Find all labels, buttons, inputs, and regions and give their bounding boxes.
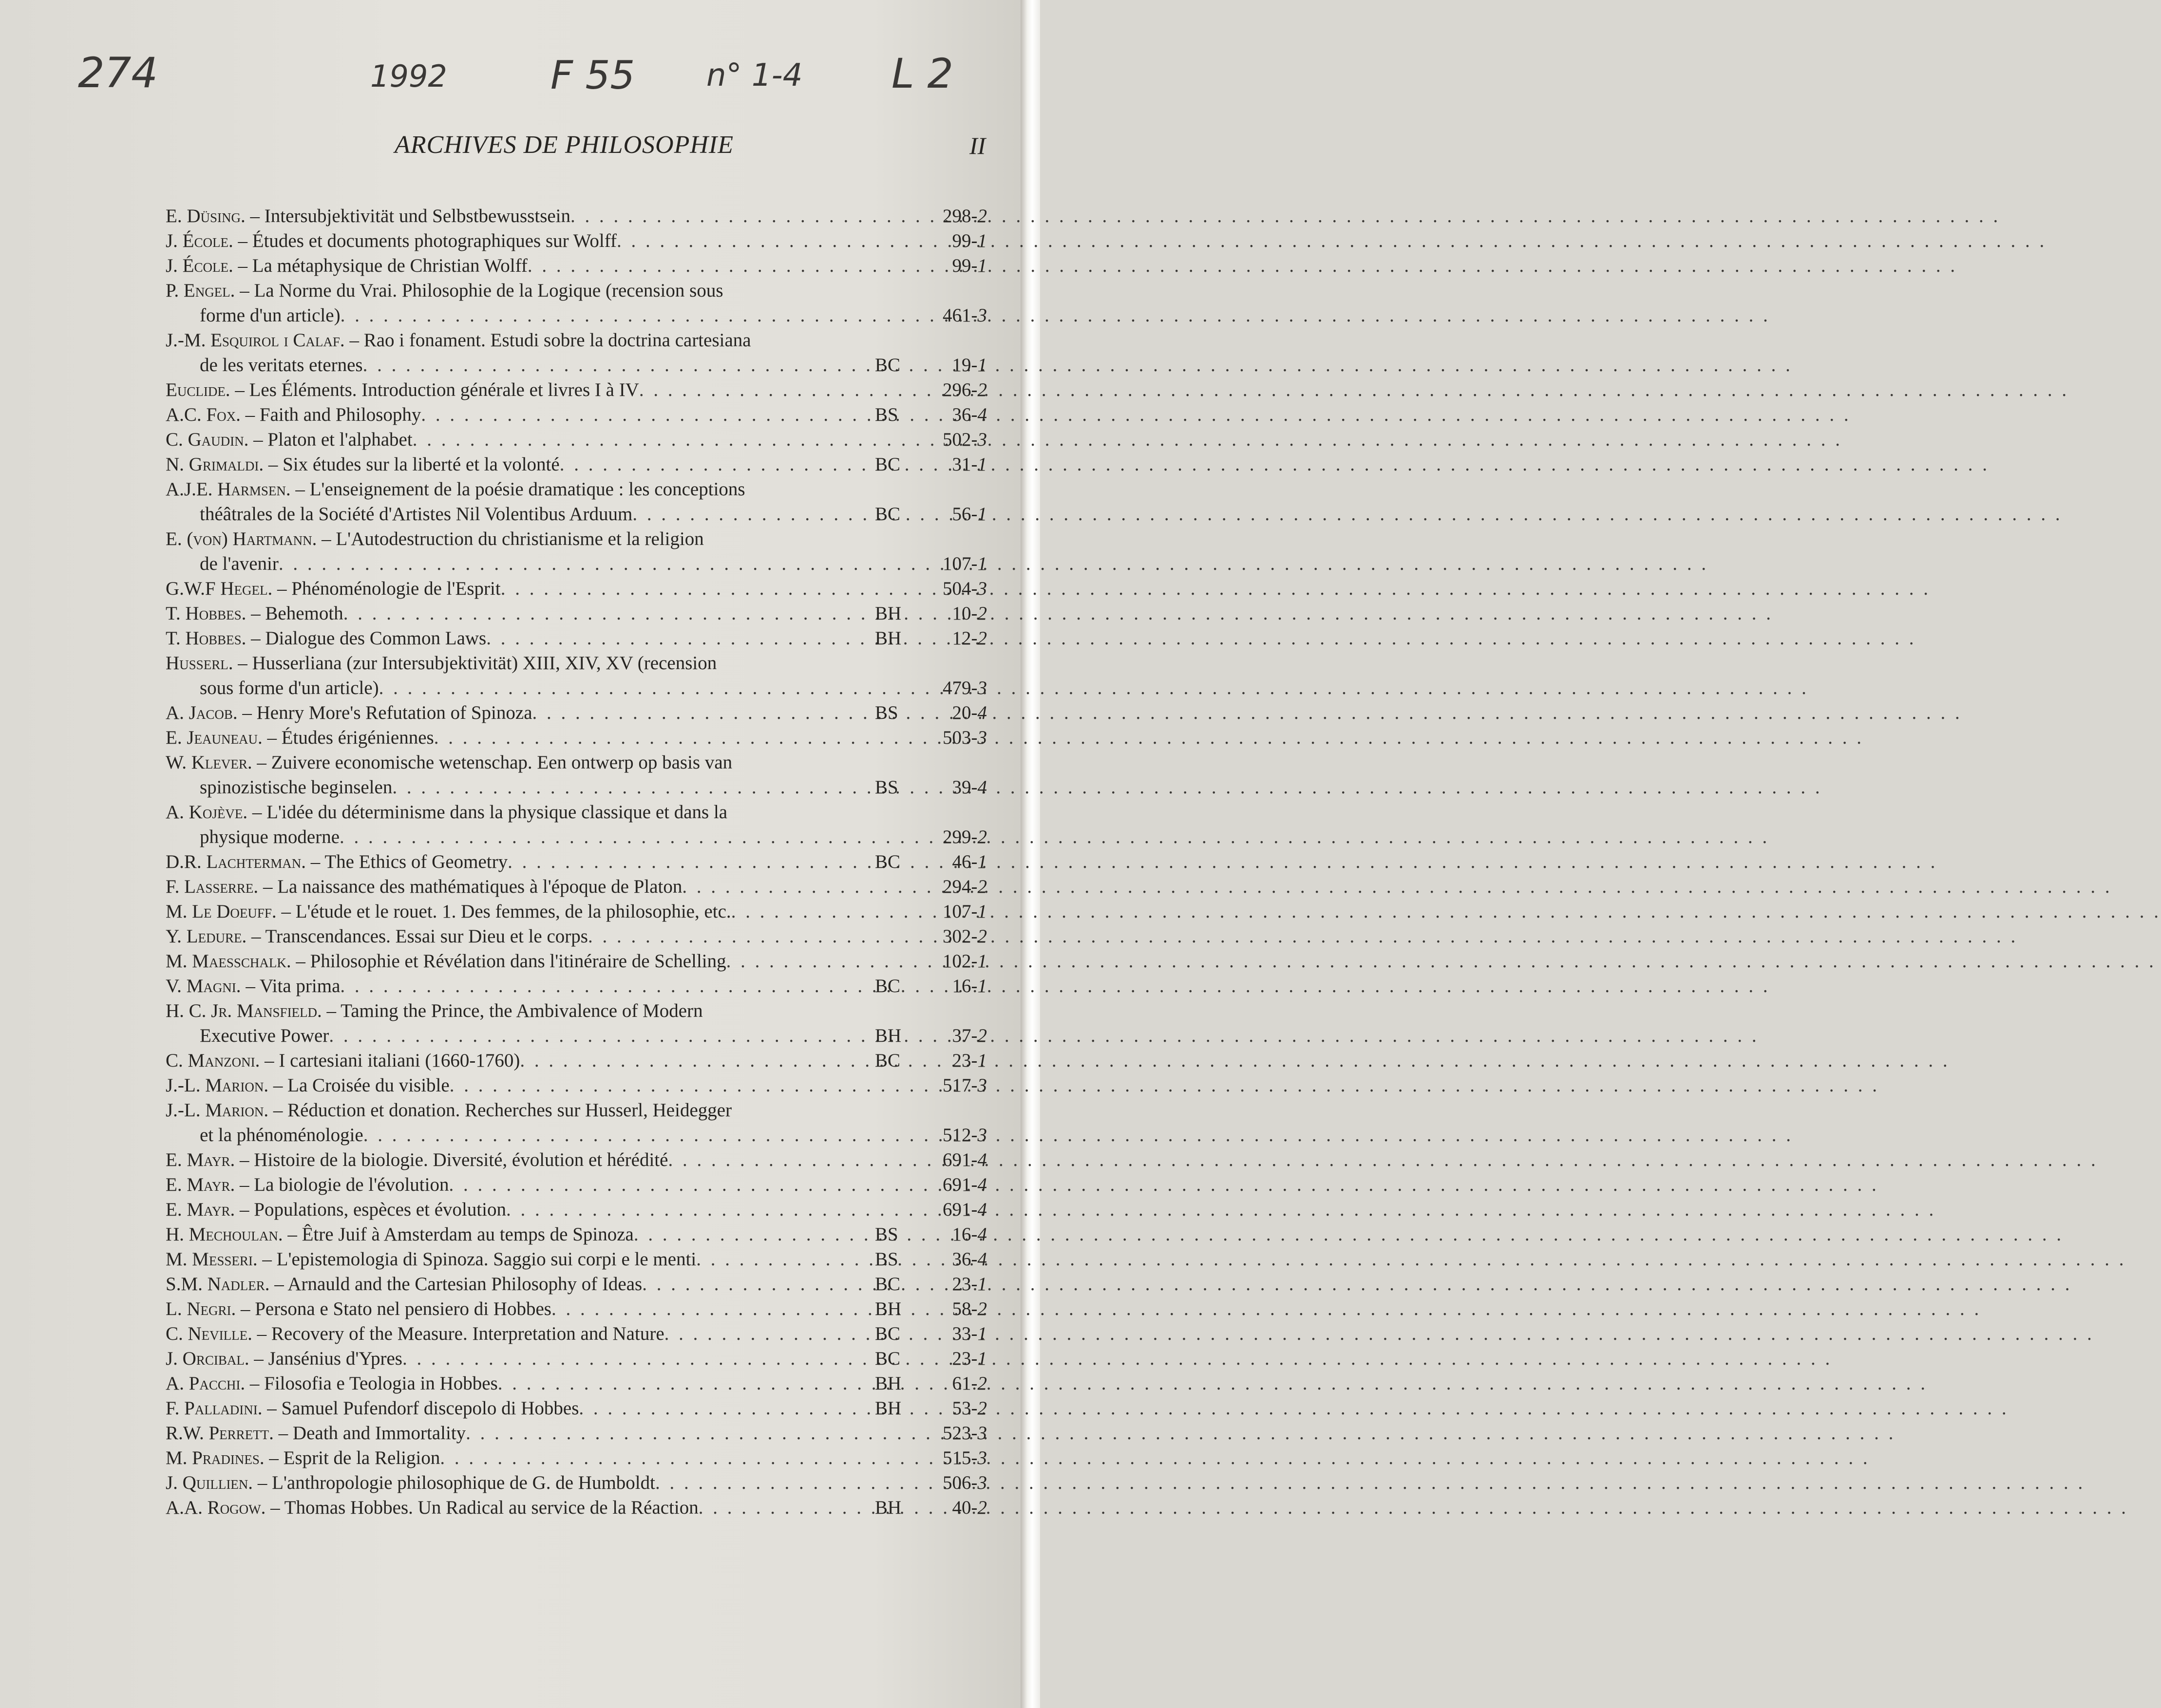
entry-page: 46-1 [952,851,987,872]
index-entry: M. Le Doeuff. – L'étude et le rouet. 1. Des femmes, de la philosophie, etc. . . . 107-1 [166,899,994,924]
entry-code: BS [875,1249,898,1270]
handwritten-location: L 2 [891,50,953,97]
entry-author: Euclide. [166,379,230,400]
index-entry: R.W. Perrett. – Death and Immortality . . . 523-3 [166,1421,994,1445]
entry-code: BC [875,504,901,525]
entry-page: 39-4 [952,777,987,798]
leader-dots [588,924,2018,949]
entry-title: Recovery of the Measure. Interpretation and Nature [271,1323,664,1344]
index-entry: E. Mayr. – La biologie de l'évolution . . . 691-4 [166,1172,994,1197]
entry-code: BH [875,628,902,649]
index-entry: E. Düsing. – Intersubjektivität und Selbstbewusstsein . . . 298-2 [166,204,994,228]
entry-title: Histoire de la biologie. Diversité, évolution et hérédité [254,1149,668,1170]
entry-code: BC [875,851,901,872]
entry-title: Death and Immortality [292,1423,466,1444]
entry-code: BC [875,1050,901,1071]
leader-dots [668,1147,2098,1172]
entry-author: J. École. [166,230,233,251]
entry-page: 302-2 [943,926,987,947]
entry-title: spinozistische beginselen [200,777,393,798]
entry-title: Rao i fonament. Estudi sobre la doctrina cartesiana [363,330,751,351]
entry-title: Phénoménologie de l'Esprit [291,578,501,599]
entry-page: 33-1 [952,1323,987,1344]
entry-title: La métaphysique de Christian Wolff [252,255,528,276]
entry-page: 502-3 [943,429,987,450]
entry-title: La naissance des mathématiques à l'époque de Platon [277,876,682,897]
index-entry: G.W.F Hegel. – Phénoménologie de l'Esprit . . . 504-3 [166,576,994,601]
entry-title: sous forme d'un article) [200,677,379,698]
entry-page: 296-2 [943,379,987,400]
entry-author: E. Mayr. [166,1199,235,1220]
entry-page: 12-2 [952,628,987,649]
entry-author: W. Klever. [166,752,252,773]
entry-page: 31-1 [952,454,987,475]
entry-title: I cartesiani italiani (1660-1760) [279,1050,520,1071]
entry-title: théâtrales de la Société d'Artistes Nil Volentibus Arduum [200,504,633,525]
handwritten-ref: 274 [78,49,158,97]
leader-dots [486,626,1916,651]
entry-title: Filosofia e Teologia in Hobbes [264,1373,498,1394]
index-entry: W. Klever. – Zuivere economische wetenschap. Een ontwerp op basis van spinozistische beginselen . . . BS 39-4 [166,750,994,800]
entry-author: J.-L. Marion. [166,1075,269,1096]
entry-title: Être Juif à Amsterdam au temps de Spinoza [302,1224,634,1245]
leader-dots [551,1296,1981,1321]
entry-code: BH [875,1025,902,1046]
index-entry: J.-L. Marion. – Réduction et donation. Recherches sur Husserl, Heidegger et la phénoménologie . . . 512-3 [166,1098,994,1147]
entry-page: 23-1 [952,1348,987,1369]
leader-dots [508,849,1937,874]
entry-title: L'étude et le rouet. 1. Des femmes, de la philosophie, etc. [295,901,731,922]
index-entry: J. Quillien. – L'anthropologie philosophique de G. de Humboldt . . . 506-3 [166,1470,994,1495]
entry-author: M. Maesschalk. [166,951,291,972]
entry-title: Jansénius d'Ypres [268,1348,402,1369]
entry-page: 503-3 [943,727,987,748]
index-entry: J. Orcibal. – Jansénius d'Ypres . . . BC 23-1 [166,1346,994,1371]
index-entry: N. Grimaldi. – Six études sur la liberté et la volonté . . . BC 31-1 [166,452,994,477]
entry-title: La Croisée du visible [287,1075,450,1096]
index-entry: A. Pacchi. – Filosofia e Teologia in Hobbes . . . BH 61-2 [166,1371,994,1396]
index-entry: H. Mechoulan. – Être Juif à Amsterdam au temps de Spinoza . . . BS 16-4 [166,1222,994,1247]
entry-author: E. (von) Hartmann. [166,528,317,549]
handwritten-year: 1992 [370,58,447,94]
entry-title: L'Autodestruction du christianisme et la religion [336,528,704,549]
entry-page: 479-3 [943,677,987,698]
index-entry: D.R. Lachterman. – The Ethics of Geometry . . . BC 46-1 [166,849,994,874]
entry-title: Transcendances. Essai sur Dieu et le corps [265,926,588,947]
index-entry: H. C. Jr. Mansfield. – Taming the Prince, the Ambivalence of Modern Executive Power . . . BH 37-2 [166,998,994,1048]
leader-dots [498,1371,1928,1396]
entry-page: 19-1 [952,355,987,375]
leader-dots [501,576,1931,601]
entry-title: physique moderne [200,826,340,847]
entry-page: 517-3 [943,1075,987,1096]
leader-dots [632,502,2062,526]
leader-dots [560,452,1990,477]
entry-title: Vita prima [259,976,341,996]
entry-author: Y. Ledure. [166,926,247,947]
index-entry: J. École. – Études et documents photographiques sur Wolff . . . 99-1 [166,228,994,253]
leader-dots [634,1222,2064,1247]
entry-author: R.W. Perrett. [166,1423,274,1444]
entry-author: M. Le Doeuff. [166,901,277,922]
entry-title: Arnauld and the Cartesian Philosophy of Ideas [287,1274,643,1295]
entry-author: V. Magni. [166,976,241,996]
entry-title: L'idée du déterminisme dans la physique classique et dans la [266,802,728,823]
entry-page: 10-2 [952,603,987,624]
handwritten-annotations [73,44,999,107]
index-entry: E. Mayr. – Populations, espèces et évolution . . . 691-4 [166,1197,994,1222]
entry-author: A.C. Fox. [166,404,241,425]
entry-code: BH [875,1497,902,1518]
entry-author: A.A. Rogow. [166,1497,266,1518]
index-entry: F. Palladini. – Samuel Pufendorf discepolo di Hobbes . . . BH 53-2 [166,1396,994,1421]
entry-author: E. Mayr. [166,1174,235,1195]
entry-author: L. Negri. [166,1298,236,1319]
entry-title: Platon et l'alphabet [267,429,413,450]
leader-dots [655,1470,2085,1495]
index-entry: A.C. Fox. – Faith and Philosophy . . . BS 36-4 [166,402,994,427]
leader-dots [532,700,1962,725]
leader-dots [506,1197,1936,1222]
entry-title: Populations, espèces et évolution [254,1199,507,1220]
leader-dots [528,253,1957,278]
entry-page: 99-1 [952,255,987,276]
entry-title: L'enseignement de la poésie dramatique : les conceptions [309,479,745,500]
index-entry: Y. Ledure. – Transcendances. Essai sur Dieu et le corps . . . 302-2 [166,924,994,949]
entry-page: 16-4 [952,1224,987,1245]
leader-dots [279,551,1708,576]
leader-dots [434,725,1864,750]
entry-author: F. Palladini. [166,1398,263,1419]
leader-dots [617,228,2047,253]
leader-dots [639,377,2069,402]
index-entry: P. Engel. – La Norme du Vrai. Philosophie de la Logique (recension sous forme d'un article) . . . 461-3 [166,278,994,328]
index-entry: L. Negri. – Persona e Stato nel pensiero di Hobbes . . . BH 58-2 [166,1296,994,1321]
entry-code: BS [875,777,898,798]
entry-title: Études érigéniennes [281,727,434,748]
index-entry: A. Kojève. – L'idée du déterminisme dans la physique classique et dans la physique moderne . . . 299-2 [166,800,994,849]
entry-page: 58-2 [952,1298,987,1319]
leader-dots [682,874,2112,899]
index-entry: M. Maesschalk. – Philosophie et Révélation dans l'itinéraire de Schelling . . . 102-1 [166,949,994,974]
entry-author: J. Orcibal. [166,1348,249,1369]
leader-dots [579,1396,2009,1421]
entry-page: 298-2 [943,206,987,226]
index-entry: V. Magni. – Vita prima . . . BC 16-1 [166,974,994,998]
entry-code: BH [875,1373,902,1394]
entry-title: L'epistemologia di Spinoza. Saggio sui corpi e le menti [276,1249,697,1270]
leader-dots [379,676,1809,700]
entry-author: S.M. Nadler. [166,1274,270,1295]
entry-title: Thomas Hobbes. Un Radical au service de la Réaction [284,1497,699,1518]
index-entry: E. Mayr. – Histoire de la biologie. Diversité, évolution et hérédité . . . 691-4 [166,1147,994,1172]
index-entry: F. Lasserre. – La naissance des mathématiques à l'époque de Platon . . . 294-2 [166,874,994,899]
entry-page: 294-2 [943,876,987,897]
leader-dots [363,1123,1793,1147]
entry-page: 16-1 [952,976,987,996]
entry-code: BC [875,454,901,475]
leader-dots [449,1172,1878,1197]
index-entry: M. Pradines. – Esprit de la Religion . . . 515-3 [166,1445,994,1470]
leader-dots [392,775,1822,800]
entry-page: 691-4 [943,1174,987,1195]
entry-page: 107-1 [943,553,987,574]
entry-page: 512-3 [943,1125,987,1145]
entry-author: P. Engel. [166,280,235,301]
handwritten-mark: F 55 [550,53,635,98]
entry-title: Faith and Philosophy [259,404,421,425]
entry-author: C. Manzoni. [166,1050,260,1071]
entry-author: Husserl. [166,653,233,674]
entry-page: 504-3 [943,578,987,599]
entry-page: 691-4 [943,1199,987,1220]
entry-title: Henry More's Refutation of Spinoza [256,702,532,723]
index-entry: S.M. Nadler. – Arnauld and the Cartesian Philosophy of Ideas . . . BC 23-1 [166,1272,994,1296]
index-entry: C. Gaudin. – Platon et l'alphabet . . . 502-3 [166,427,994,452]
entry-title: Esprit de la Religion [283,1447,440,1468]
entry-page: 53-2 [952,1398,987,1419]
entry-title: Les Éléments. Introduction générale et livres I à IV [249,379,639,400]
leader-dots [363,353,1793,377]
entry-page: 36-4 [952,404,987,425]
leader-dots [413,427,1842,452]
entry-author: T. Hobbes. [166,603,246,624]
entry-title: Husserliana (zur Intersubjektivität) XIII, XIV, XV (recension [252,653,717,674]
entry-author: M. Pradines. [166,1447,265,1468]
entry-title: Persona e Stato nel pensiero di Hobbes [255,1298,551,1319]
index-entry: E. (von) Hartmann. – L'Autodestruction du christianisme et la religion de l'avenir . . . 107-1 [166,526,994,576]
entry-title: La Norme du Vrai. Philosophie de la Logique (recension sous [254,280,723,301]
leader-dots [343,601,1773,626]
leader-dots [341,303,1770,328]
entry-page: 299-2 [943,826,987,847]
entry-code: BS [875,404,898,425]
index-entry: A.J.E. Harmsen. – L'enseignement de la poésie dramatique : les conceptions théâtrales de la Société d'Artistes Nil Volentibus Arduum . . . BC 56-1 [166,477,994,526]
entry-code: BC [875,1348,901,1369]
entry-title: La biologie de l'évolution [254,1174,449,1195]
entry-author: J.-L. Marion. [166,1100,269,1121]
leader-dots [520,1048,1950,1073]
leader-dots [450,1073,1879,1098]
entry-author: H. Mechoulan. [166,1224,283,1245]
entry-author: T. Hobbes. [166,628,246,649]
entry-author: J. Quillien. [166,1472,253,1493]
entry-author: C. Neville. [166,1323,252,1344]
leader-dots [570,204,2000,228]
index-entry: C. Manzoni. – I cartesiani italiani (1660-1760) . . . BC 23-1 [166,1048,994,1073]
entry-author: J.-M. Esquirol i Calaf. [166,330,345,351]
entry-title: Taming the Prince, the Ambivalence of Modern [341,1000,703,1021]
entry-page: 461-3 [943,305,987,326]
entry-page: 99-1 [952,230,987,251]
entry-page: 691-4 [943,1149,987,1170]
entry-title: The Ethics of Geometry [324,851,508,872]
entry-title: Réduction et donation. Recherches sur Husserl, Heidegger [287,1100,732,1121]
leader-dots [340,825,1769,849]
entry-code: BH [875,1398,902,1419]
entry-author: A. Jacob. [166,702,238,723]
entry-author: A. Kojève. [166,802,248,823]
entry-page: 40-2 [952,1497,987,1518]
leader-dots [340,974,1770,998]
entry-author: F. Lasserre. [166,876,259,897]
entry-title: et la phénoménologie [200,1125,363,1145]
index-entry: M. Messeri. – L'epistemologia di Spinoza. Saggio sui corpi e le menti . . . BS 36-4 [166,1247,994,1272]
entry-author: C. Gaudin. [166,429,249,450]
index-list [166,204,994,1520]
index-entry: J. École. – La métaphysique de Christian Wolff . . . 99-1 [166,253,994,278]
index-entry: A.A. Rogow. – Thomas Hobbes. Un Radical au service de la Réaction . . . BH 40-2 [166,1495,994,1520]
entry-author: J. École. [166,255,233,276]
entry-code: BH [875,1298,902,1319]
entry-page: 515-3 [943,1447,987,1468]
index-entry: C. Neville. – Recovery of the Measure. Interpretation and Nature . . . BC 33-1 [166,1321,994,1346]
index-entry: J.-L. Marion. – La Croisée du visible . . . 517-3 [166,1073,994,1098]
entry-code: BC [875,976,901,996]
index-entry: A. Jacob. – Henry More's Refutation of Spinoza . . . BS 20-4 [166,700,994,725]
entry-author: H. C. Jr. Mansfield. [166,1000,322,1021]
entry-title: de l'avenir [200,553,279,574]
index-entry: T. Hobbes. – Dialogue des Common Laws . . . BH 12-2 [166,626,994,651]
entry-title: Zuivere economische wetenschap. Een ontwerp op basis van [271,752,733,773]
entry-page: 20-4 [952,702,987,723]
entry-code: BS [875,1224,898,1245]
entry-code: BC [875,1323,901,1344]
entry-code: BH [875,603,902,624]
entry-page: 37-2 [952,1025,987,1046]
entry-title: Six études sur la liberté et la volonté [283,454,560,475]
entry-title: L'anthropologie philosophique de G. de Humboldt [272,1472,655,1493]
index-entry: J.-M. Esquirol i Calaf. – Rao i fonament. Estudi sobre la doctrina cartesiana de les veritats eternes . . . BC 19-1 [166,328,994,377]
entry-title: Behemoth [265,603,343,624]
leader-dots [642,1272,2072,1296]
leader-dots [329,1023,1759,1048]
index-entry: Euclide. – Les Éléments. Introduction générale et livres I à IV . . . 296-2 [166,377,994,402]
entry-author: D.R. Lachterman. [166,851,306,872]
running-head [166,131,994,165]
entry-author: A. Pacchi. [166,1373,246,1394]
entry-page: 523-3 [943,1423,987,1444]
entry-code: BS [875,702,898,723]
entry-title: Samuel Pufendorf discepolo di Hobbes [281,1398,579,1419]
leader-dots [440,1445,1870,1470]
index-entry: E. Jeauneau. – Études érigéniennes . . . 503-3 [166,725,994,750]
entry-page: 56-1 [952,504,987,525]
entry-page: 506-3 [943,1472,987,1493]
entry-page: 61-2 [952,1373,987,1394]
entry-title: Études et documents photographiques sur Wolff [252,230,617,251]
entry-page: 107-1 [943,901,987,922]
journal-title: ARCHIVES DE PHILOSOPHIE [395,131,734,159]
entry-page: 23-1 [952,1274,987,1295]
entry-page: 36-4 [952,1249,987,1270]
leader-dots [402,1346,1832,1371]
entry-author: N. Grimaldi. [166,454,264,475]
entry-author: G.W.F Hegel. [166,578,273,599]
entry-page: 102-1 [943,951,987,972]
entry-author: E. Düsing. [166,206,246,226]
leader-dots [421,402,1851,427]
entry-code: BC [875,1274,901,1295]
entry-author: A.J.E. Harmsen. [166,479,291,500]
entry-title: Philosophie et Révélation dans l'itinéraire de Schelling [310,951,726,972]
entry-author: E. Mayr. [166,1149,235,1170]
entry-title: de les veritats eternes [200,355,363,375]
entry-title: Dialogue des Common Laws [265,628,487,649]
handwritten-issue: n° 1-4 [706,57,803,94]
index-entry: Husserl. – Husserliana (zur Intersubjektivität) XIII, XIV, XV (recension sous forme d'un article) . . . 479-3 [166,651,994,700]
entry-title: Intersubjektivität und Selbstbewusstsein [264,206,571,226]
entry-code: BC [875,355,901,375]
entry-title: forme d'un article) [200,305,341,326]
index-entry: T. Hobbes. – Behemoth . . . BH 10-2 [166,601,994,626]
entry-title: Executive Power [200,1025,329,1046]
entry-author: M. Messeri. [166,1249,258,1270]
leader-dots [466,1421,1896,1445]
entry-page: 23-1 [952,1050,987,1071]
entry-author: E. Jeauneau. [166,727,263,748]
page-number: II [969,132,986,159]
